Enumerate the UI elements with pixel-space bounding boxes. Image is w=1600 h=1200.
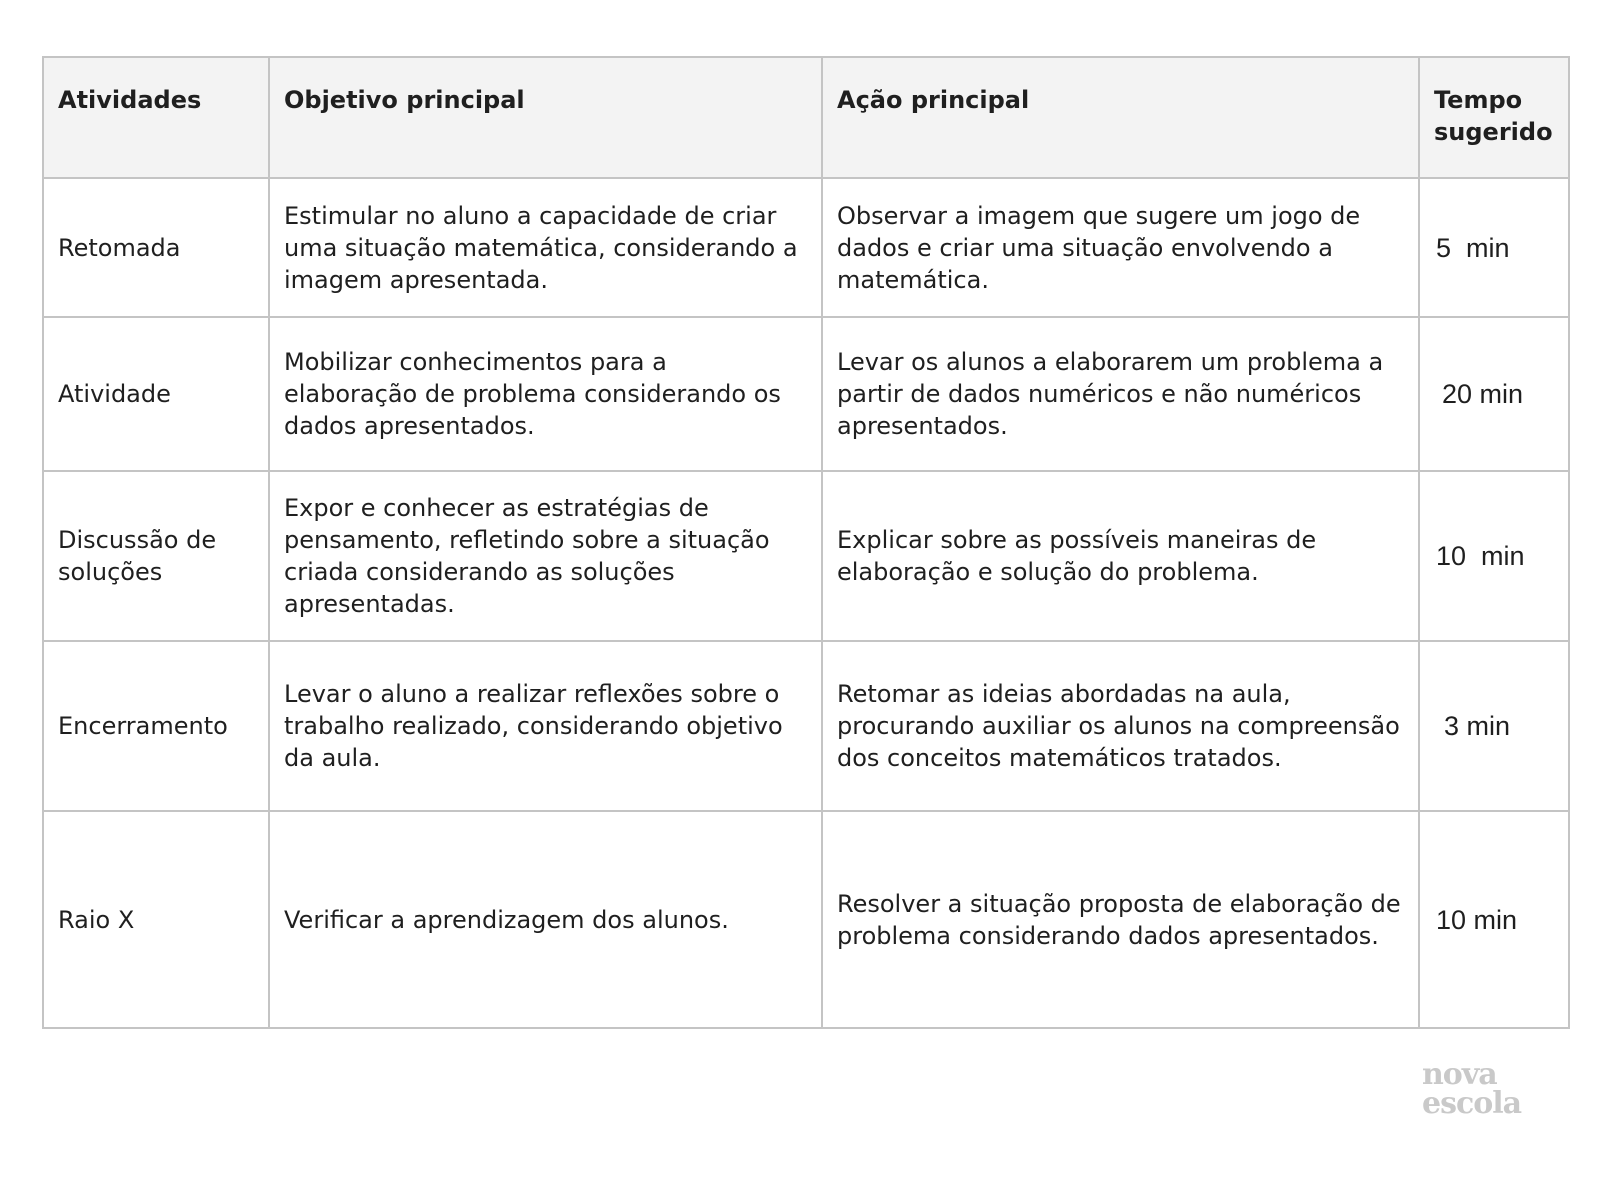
cell-tempo: 5 min — [1419, 178, 1569, 317]
table-header-row — [43, 57, 1569, 178]
cell-atividade: Retomada — [43, 178, 269, 317]
table-row — [43, 471, 1569, 641]
cell-acao: Observar a imagem que sugere um jogo de dados e criar uma situação envolvendo a matemática. — [822, 178, 1419, 317]
cell-tempo: 3 min — [1419, 641, 1569, 811]
table-row — [43, 317, 1569, 471]
cell-atividade: Discussão de soluções — [43, 471, 269, 641]
header-objetivo: Objetivo principal — [269, 57, 822, 178]
cell-tempo: 20 min — [1419, 317, 1569, 471]
logo-line-2: escola — [1422, 1086, 1522, 1121]
cell-objetivo: Estimular no aluno a capacidade de criar uma situação matemática, considerando a imagem apresentada. — [269, 178, 822, 317]
lesson-plan-table — [42, 56, 1570, 1029]
header-tempo: Tempo sugerido — [1419, 57, 1569, 178]
cell-acao: Explicar sobre as possíveis maneiras de elaboração e solução do problema. — [822, 471, 1419, 641]
table-row — [43, 178, 1569, 317]
logo-line-1: nova — [1422, 1057, 1497, 1092]
cell-objetivo: Verificar a aprendizagem dos alunos. — [269, 811, 822, 1028]
cell-acao: Levar os alunos a elaborarem um problema a partir de dados numéricos e não numéricos apresentados. — [822, 317, 1419, 471]
header-atividades: Atividades — [43, 57, 269, 178]
cell-atividade: Encerramento — [43, 641, 269, 811]
cell-tempo: 10 min — [1419, 471, 1569, 641]
cell-atividade: Atividade — [43, 317, 269, 471]
table-row — [43, 811, 1569, 1028]
nova-escola-logo — [1422, 1057, 1522, 1121]
cell-atividade: Raio X — [43, 811, 269, 1028]
table-row — [43, 641, 1569, 811]
cell-acao: Resolver a situação proposta de elaboração de problema considerando dados apresentados. — [822, 811, 1419, 1028]
cell-objetivo: Levar o aluno a realizar reflexões sobre o trabalho realizado, considerando objetivo da aula. — [269, 641, 822, 811]
cell-objetivo: Expor e conhecer as estratégias de pensamento, refletindo sobre a situação criada considerando as soluções apresentadas. — [269, 471, 822, 641]
cell-acao: Retomar as ideias abordadas na aula, procurando auxiliar os alunos na compreensão dos conceitos matemáticos tratados. — [822, 641, 1419, 811]
header-acao: Ação principal — [822, 57, 1419, 178]
cell-tempo: 10 min — [1419, 811, 1569, 1028]
cell-objetivo: Mobilizar conhecimentos para a elaboração de problema considerando os dados apresentados. — [269, 317, 822, 471]
